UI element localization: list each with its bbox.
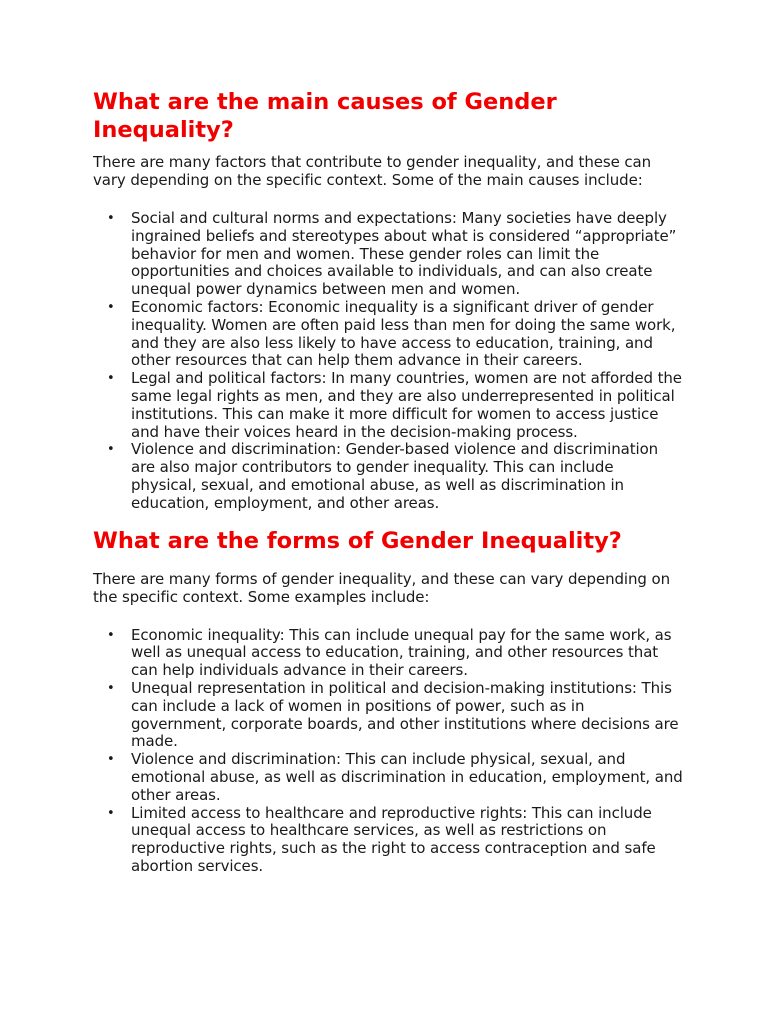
section-intro-forms: There are many forms of gender inequality, and these can vary depending on the specific context. Some examples include:	[93, 569, 670, 606]
list-item	[93, 751, 683, 804]
section-intro-causes: There are many factors that contribute to gender inequality, and these can vary depending on the specific context. Some of the main causes include:	[93, 153, 652, 189]
list-item-text: Legal and political factors: In many countries, women are not afforded the same legal rights as men, and they are also underrepresented in political institutions. This can make it more difficult for women to access justice and have their voices heard in the decision-making process.	[131, 369, 682, 441]
list-item-text: Social and cultural norms and expectations: Many societies have deeply ingrained beliefs and stereotypes about what is considered “appropriate” behavior for men and women. These gender roles can limit the opportunities and choices available to individuals, and can also create unequal power dynamics between men and women.	[131, 209, 677, 299]
bullet-icon: •	[107, 752, 115, 768]
bullet-icon: •	[107, 299, 115, 315]
document-page	[93, 88, 683, 876]
list-item-text: Economic inequality: This can include unequal pay for the same work, as well as unequal access to education, training, and other resources that can help individuals advance in their careers.	[131, 625, 672, 680]
list-item-text: Violence and discrimination: Gender-based violence and discrimination are also major contributors to gender inequality. This can include physical, sexual, and emotional abuse, as well as discrimination in education, employment, and other areas.	[131, 440, 659, 512]
list-item	[93, 805, 683, 876]
list-item-text: Violence and discrimination: This can include physical, sexual, and emotional abuse, as well as discrimination in education, employment, and other areas.	[131, 750, 683, 804]
bullet-icon: •	[107, 211, 115, 226]
bullet-icon: •	[107, 680, 115, 696]
bullet-icon: •	[107, 442, 115, 458]
list-item	[93, 441, 683, 512]
list-item	[93, 627, 683, 680]
section-heading-causes: What are the main causes of Gender Inequality?	[93, 89, 557, 143]
list-item	[93, 680, 683, 751]
section-heading-forms: What are the forms of Gender Inequality?	[93, 527, 622, 554]
list-item	[93, 299, 683, 370]
bullet-icon: •	[107, 805, 115, 821]
forms-list	[93, 627, 683, 876]
list-item	[93, 370, 683, 441]
list-item-text: Economic factors: Economic inequality is a significant driver of gender inequality. Women are often paid less than men for doing the same work, and they are also less likely to have access to education, training, and other resources that can help them advance in their careers.	[131, 297, 676, 370]
bullet-icon: •	[107, 371, 115, 387]
list-item-text: Unequal representation in political and decision-making institutions: This can include a lack of women in positions of power, such as in government, corporate boards, and other institutions where decisions are made.	[131, 678, 679, 751]
list-item	[93, 210, 683, 299]
list-item-text: Limited access to healthcare and reproductive rights: This can include unequal access to healthcare services, as well as restrictions on reproductive rights, such as the right to access contraception and safe abortion services.	[131, 803, 656, 875]
bullet-icon: •	[107, 627, 115, 643]
causes-list	[93, 210, 683, 513]
